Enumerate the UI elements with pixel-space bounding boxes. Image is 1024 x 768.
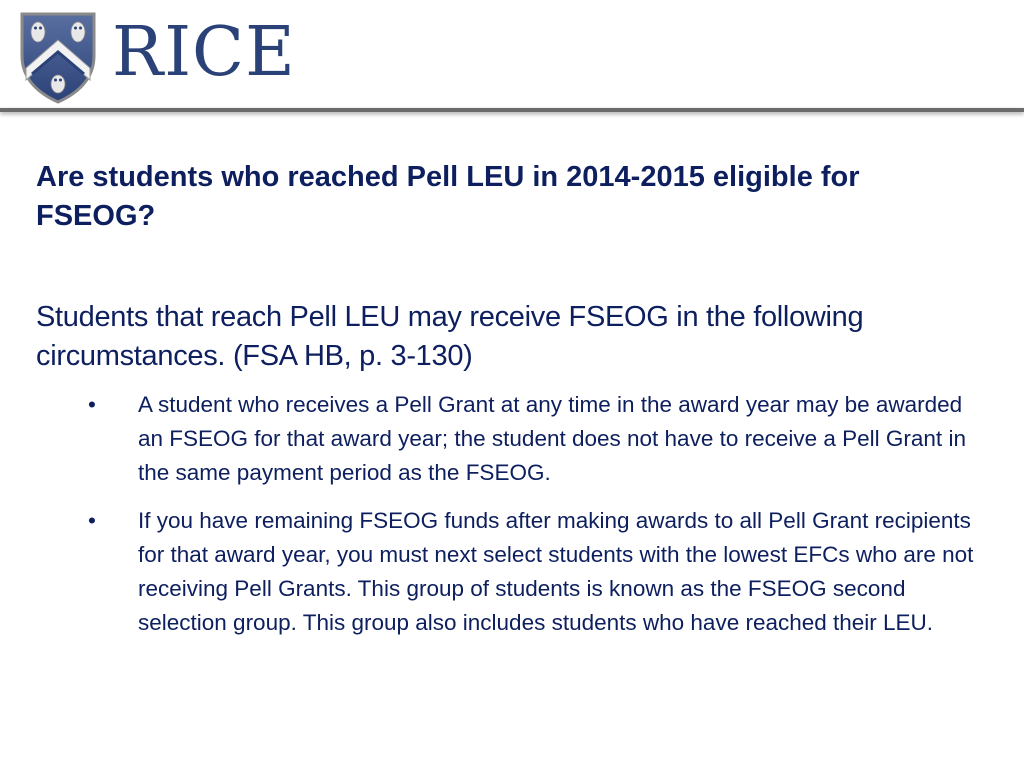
intro-paragraph: Students that reach Pell LEU may receive FSEOG in the following circumstances. (FSA HB, p. 3-130)	[36, 301, 864, 372]
bullet-marker: •	[88, 392, 96, 417]
slide-header	[0, 0, 1024, 110]
list-item	[80, 504, 980, 640]
bullet-marker: •	[88, 508, 96, 533]
slide-title: Are students who reached Pell LEU in 2014-2015 eligible for FSEOG?	[36, 161, 860, 232]
list-item	[80, 388, 980, 490]
bullet-text: If you have remaining FSEOG funds after making awards to all Pell Grant recipients for that award year, you must next select students with the lowest EFCs who are not receiving Pell Grants. This group of students is known as the FSEOG second selection group. This group also includes students who have reached their LEU.	[138, 508, 974, 635]
rice-owl-shield-icon	[18, 10, 98, 104]
header-divider	[0, 108, 1024, 112]
bullet-list	[80, 388, 980, 654]
rice-wordmark: RICE	[112, 13, 296, 92]
bullet-text: A student who receives a Pell Grant at any time in the award year may be awarded an FSEOG for that award year; the student does not have to receive a Pell Grant in the same payment period as the FSEOG.	[138, 392, 966, 485]
